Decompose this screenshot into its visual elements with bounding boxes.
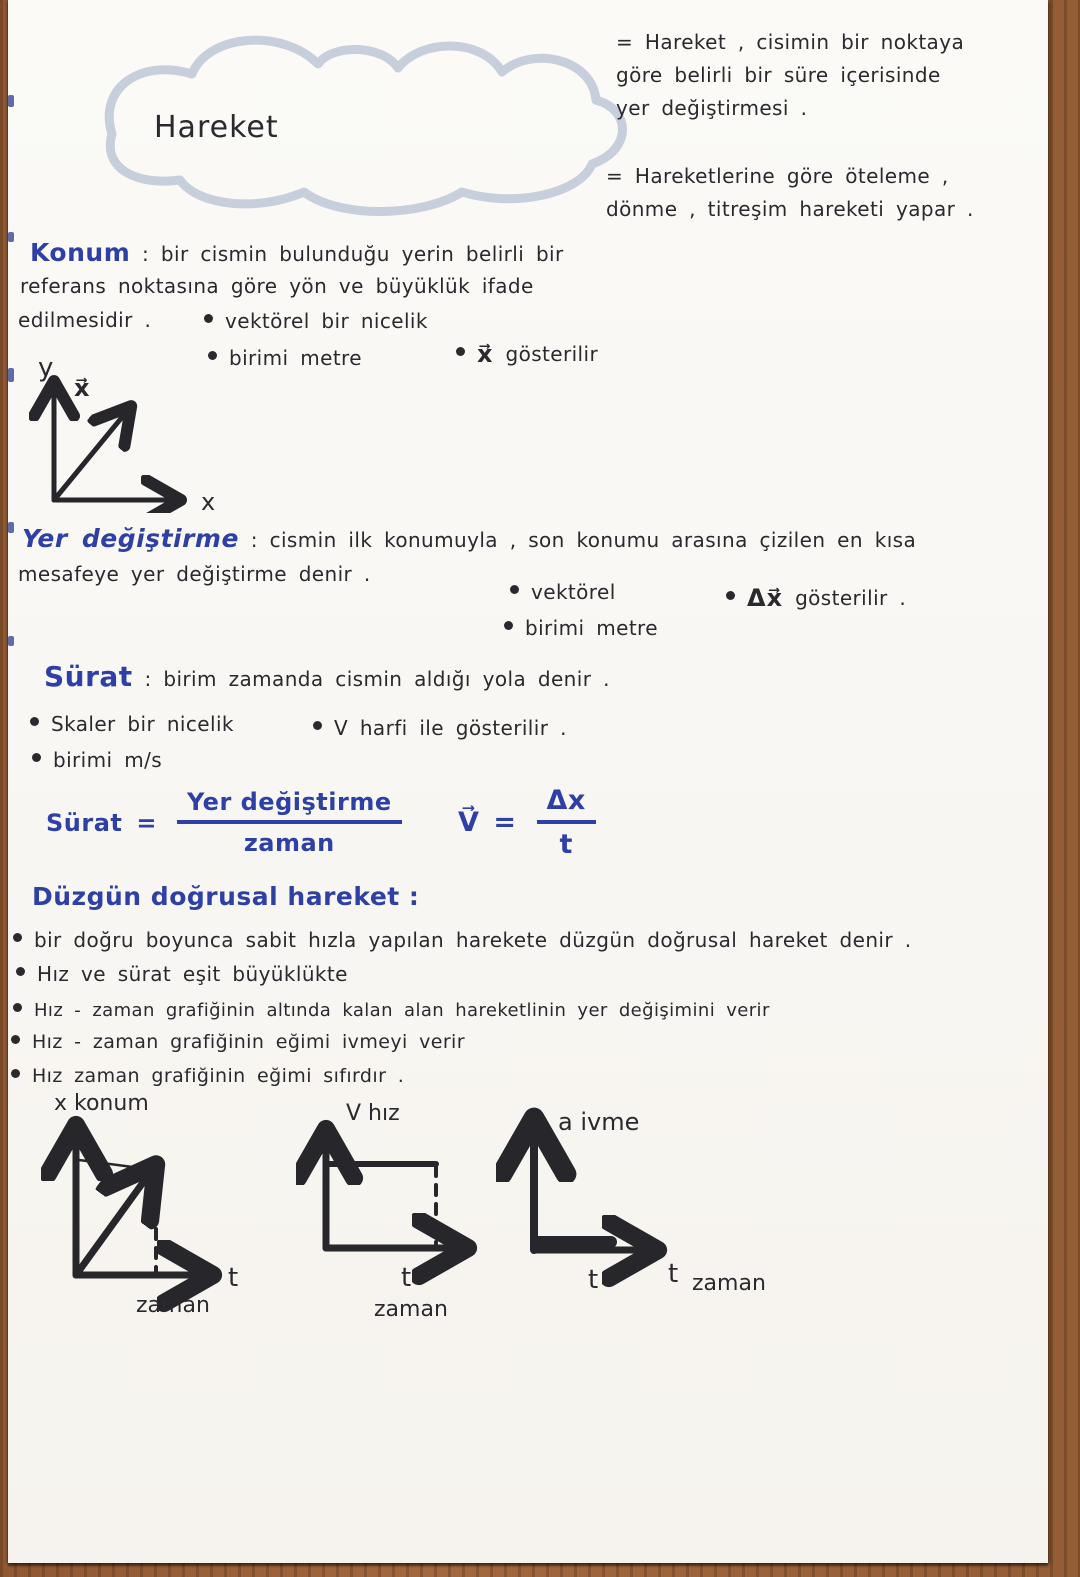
bullet-dot	[13, 1003, 22, 1012]
konum-line2: referans noktasına göre yön ve büyüklük ifade	[20, 274, 534, 298]
bullet-dot	[30, 717, 39, 726]
definition-line: göre belirli bir süre içerisinde	[616, 63, 941, 87]
vector-v-symbol: V⃗	[458, 807, 480, 838]
bullet-dot	[504, 621, 513, 630]
duzgun-bullet-5: Hız zaman grafiğinin eğimi sıfırdır .	[11, 1060, 404, 1093]
bullet-dot	[16, 967, 25, 976]
duzgun-bullet-3: Hız - zaman grafiğinin altında kalan alan hareketlinin yer değişimini verir	[13, 994, 770, 1027]
yer-degistirme-line1: Yer değiştirme : cismin ilk konumuyla , son konumu arasına çizilen en kısa	[22, 524, 917, 553]
definition-hareket	[616, 26, 964, 125]
bullet-dot	[204, 314, 213, 323]
surat-formula: Sürat = $\frac{\text{Yer değiştirme}}{\text{zaman}}$	[46, 788, 408, 857]
equals-sign: =	[136, 808, 157, 837]
surat-line1: Sürat : birim zamanda cismin aldığı yola denir .	[44, 660, 610, 693]
bullet-dot	[11, 1035, 20, 1044]
definition-line: dönme , titreşim hareketi yapar .	[606, 197, 974, 221]
duzgun-heading: Düzgün doğrusal hareket :	[32, 882, 420, 911]
position-time-graph	[26, 1090, 296, 1315]
bullet-dot	[726, 591, 735, 600]
surat-bullet-skaler: Skaler bir nicelik	[30, 708, 234, 741]
graph-x-tick: t	[228, 1263, 239, 1293]
definition-line: yer değiştirmesi .	[616, 96, 808, 120]
surat-bullet-v: V harfi ile gösterilir .	[313, 712, 567, 745]
graph-x-label: zaman	[374, 1297, 448, 1322]
bullet-dot	[313, 721, 322, 730]
graph-x-label: zaman	[136, 1293, 210, 1315]
duzgun-bullet-2: Hız ve sürat eşit büyüklükte	[16, 958, 348, 991]
definition-hareket-turleri	[606, 160, 974, 226]
fraction: $\frac{\text{Yer değiştirme}}{\text{zaman}}$	[177, 788, 402, 857]
page-title: Hareket	[154, 110, 279, 145]
yer-bullet-birim: birimi metre	[504, 612, 658, 645]
graph-x-label: zaman	[692, 1271, 766, 1296]
graph-y-label: V hız	[346, 1101, 400, 1126]
bullet-dot	[456, 347, 465, 356]
bullet-dot	[13, 933, 22, 942]
edge-ink-mark	[8, 368, 14, 382]
konum-bullet-birim: birimi metre	[208, 342, 362, 375]
graph-x-tick: t	[588, 1265, 599, 1295]
surat-bullet-birim: birimi m/s	[32, 744, 162, 777]
velocity-formula	[458, 785, 602, 860]
diagram-y-label: y	[38, 358, 54, 383]
konum-heading: Konum	[30, 238, 131, 267]
graph-y-label: a ivme	[558, 1108, 640, 1136]
konum-bullet-vektorel: vektörel bir nicelik	[204, 305, 428, 338]
diagram-vector-label: x⃗	[74, 374, 90, 402]
bullet-dot	[510, 585, 519, 594]
graph-y-label: x konum	[54, 1091, 149, 1116]
graph-x-end-tick: t	[668, 1259, 679, 1289]
definition-line: = Hareketlerine göre öteleme ,	[606, 164, 949, 188]
yer-degistirme-line2: mesafeye yer değiştirme denir .	[18, 562, 371, 586]
velocity-time-graph	[296, 1098, 496, 1333]
definition-line: = Hareket , cisimin bir noktaya	[616, 30, 965, 54]
graph-x-tick: t	[401, 1263, 412, 1293]
edge-ink-mark	[8, 95, 14, 107]
yer-bullet-gosterim: Δx⃗ gösterilir .	[726, 582, 906, 615]
diagram-x-label: x	[201, 488, 216, 513]
konum-line1: Konum : bir cismin bulunduğu yerin belirli bir	[30, 238, 564, 267]
fraction: $\frac{\Delta x}{t}$	[537, 785, 596, 860]
duzgun-bullet-1: bir doğru boyunca sabit hızla yapılan harekete düzgün doğrusal hareket denir .	[13, 924, 912, 957]
acceleration-time-graph	[496, 1098, 796, 1308]
duzgun-bullet-4: Hız - zaman grafiğinin eğimi ivmeyi verir	[11, 1026, 465, 1059]
bullet-dot	[11, 1069, 20, 1078]
yer-degistirme-heading: Yer değiştirme	[22, 524, 239, 553]
vector-x-symbol: x⃗	[477, 340, 494, 368]
vector-delta-x-symbol: Δx⃗	[747, 584, 784, 612]
position-vector-diagram	[16, 358, 256, 513]
edge-ink-mark	[8, 636, 14, 646]
bullet-dot	[32, 753, 41, 762]
notebook-page	[8, 0, 1048, 1563]
edge-ink-mark	[8, 232, 14, 242]
konum-line3: edilmesidir .	[18, 308, 152, 332]
konum-bullet-gosterim: x⃗ gösterilir	[456, 338, 598, 371]
yer-bullet-vektorel: vektörel	[510, 576, 616, 609]
surat-heading: Sürat	[44, 660, 133, 693]
edge-ink-mark	[8, 522, 14, 533]
equals-sign: =	[493, 807, 517, 838]
